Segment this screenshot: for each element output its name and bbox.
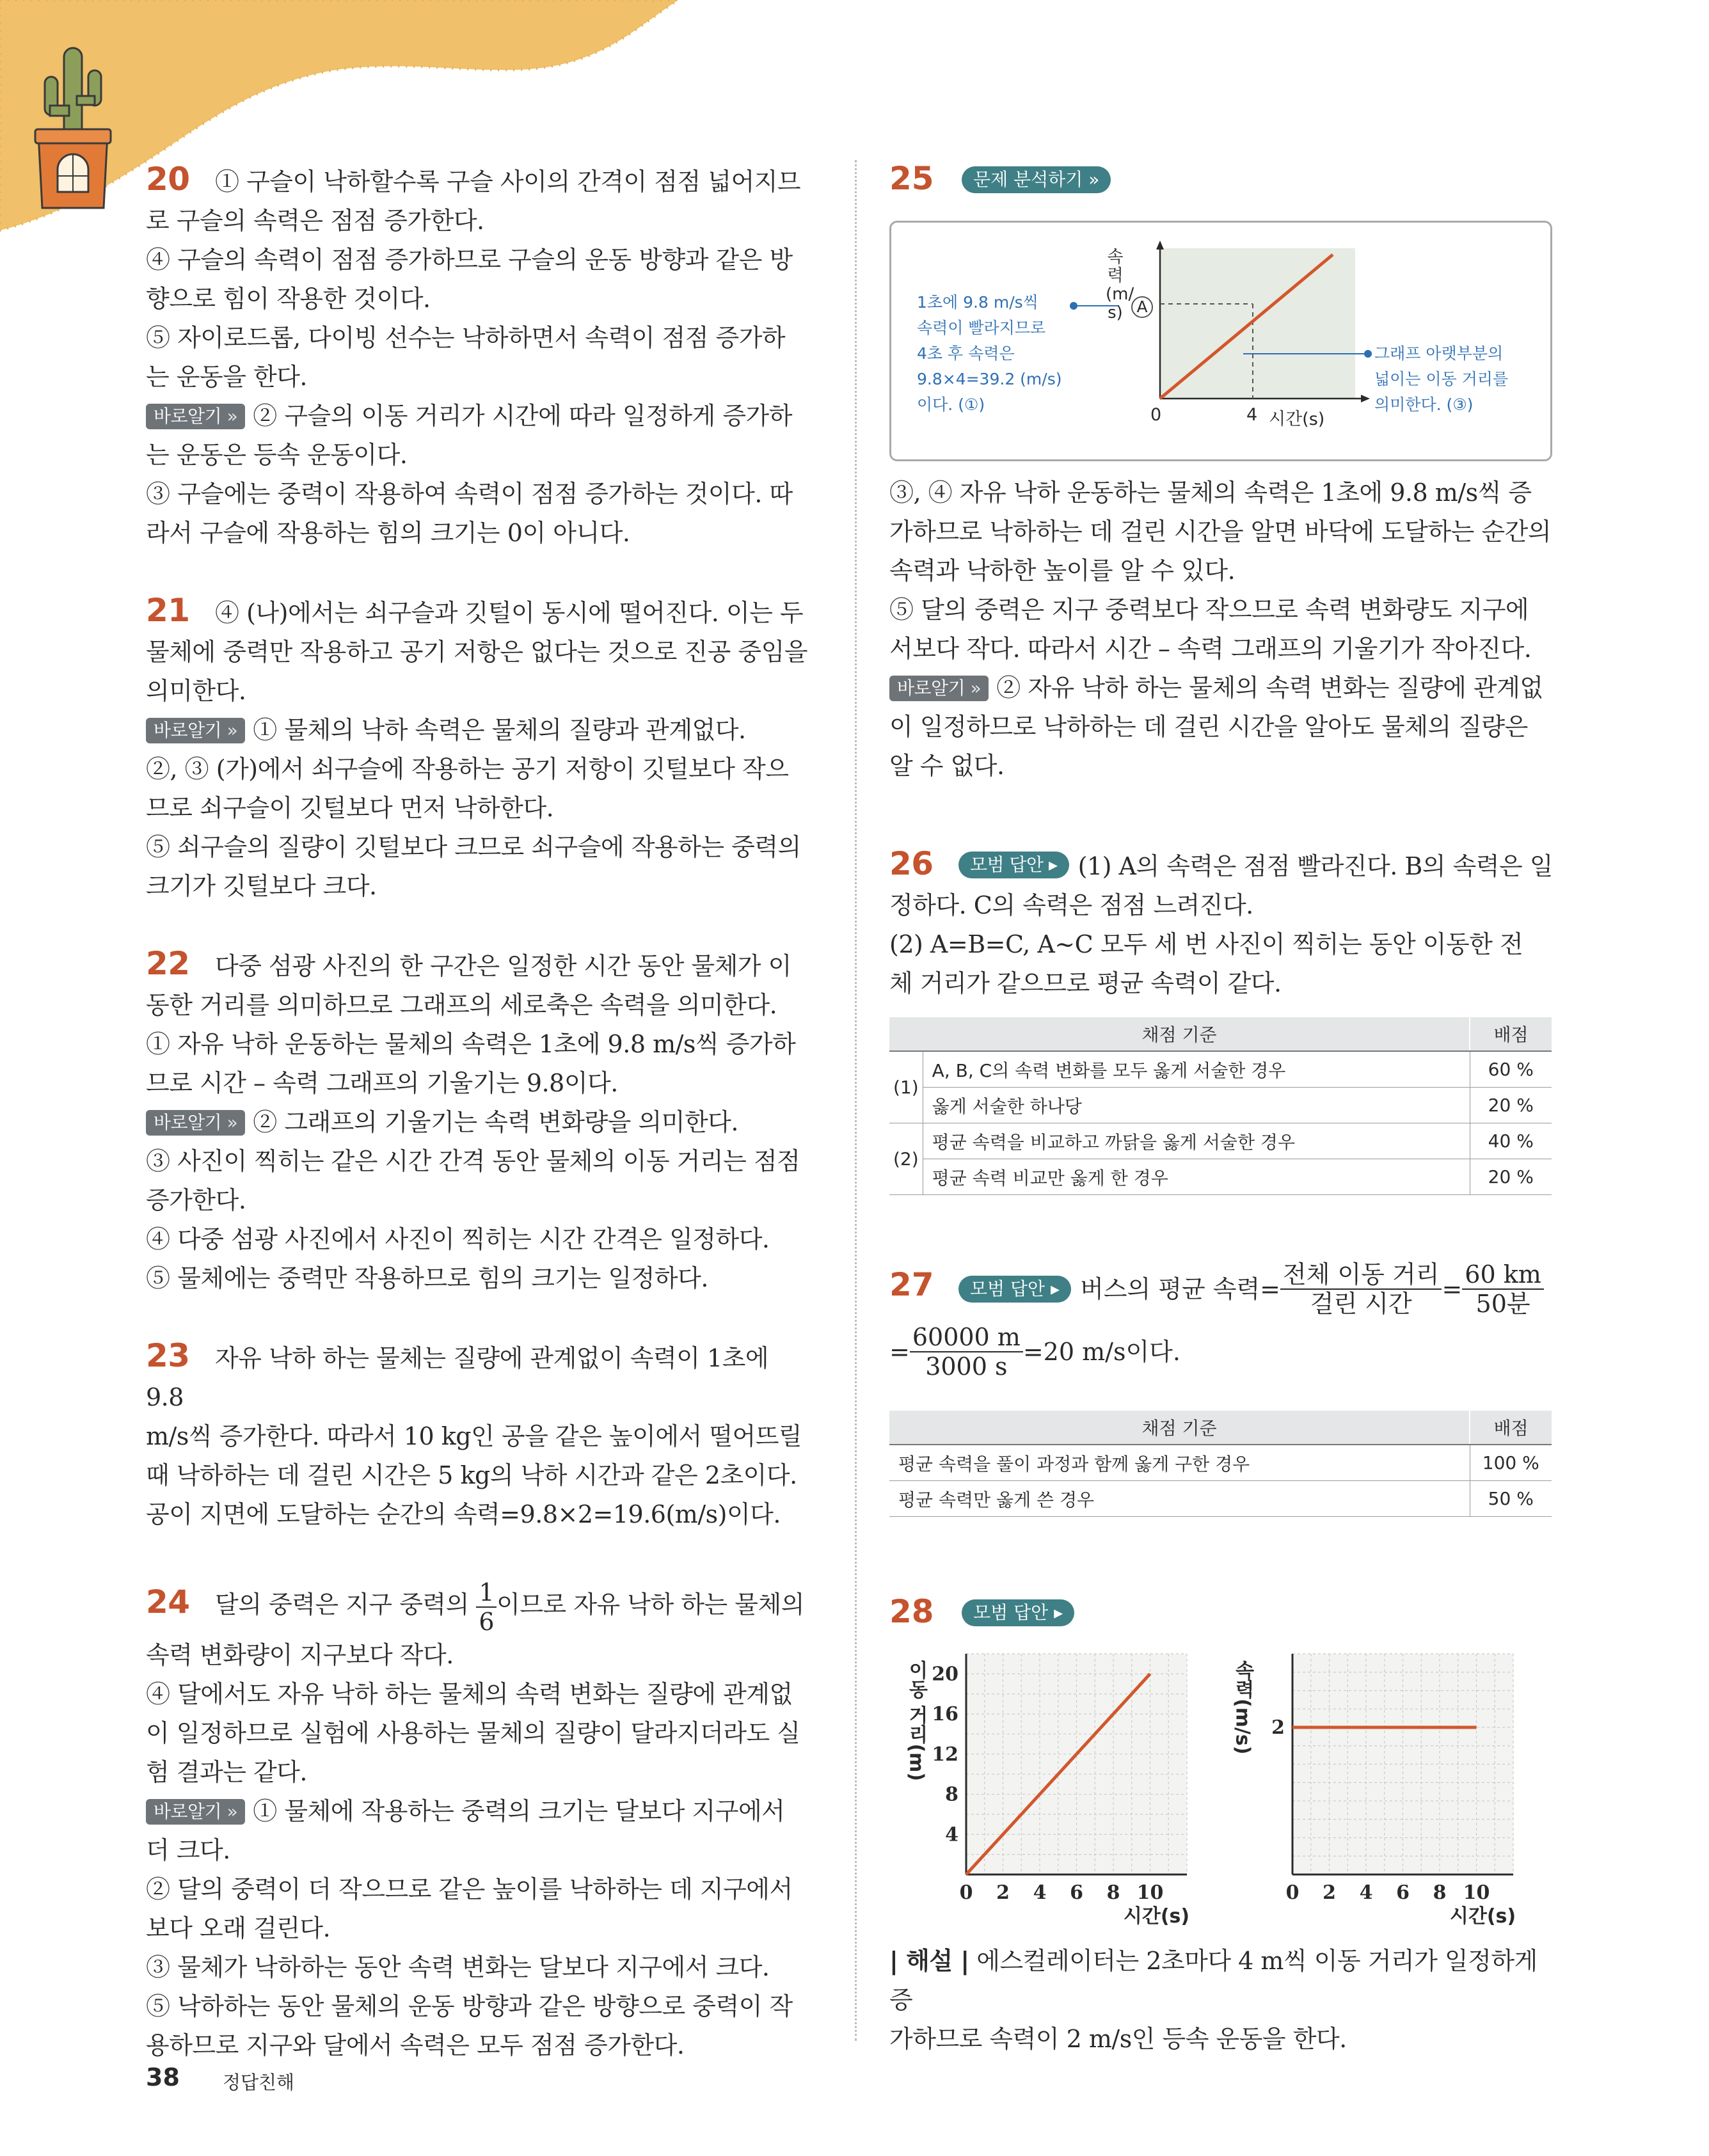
x-tick-label: 6: [1396, 1882, 1410, 1904]
model-answer-pill: 모범 답안 ▸: [958, 852, 1069, 878]
model-answer-pill: 모범 답안 ▸: [958, 1276, 1071, 1303]
correction-tag: 바로알기 »: [146, 404, 245, 429]
question-25-body: ③, ④ 자유 낙하 운동하는 물체의 속력은 1초에 9.8 m/s씩 증 가하므로 낙하하는 데 걸린 시간을 알면 바닥에 도달하는 순간의 속력과 낙하한 높이를 알 수 있다. ⑤ 달의 중력은 지구 중력보다 작으므로 속력 변화량도 지구에 서보다 작다. 따라서 시간 – 속력 그래프의 기울기가 작아진다. 바로알기 » ② 자유 낙하 하는 물체의 속력 변화는 질량에 관계없 이 일정하므로 낙하하는 데 걸린 시간을 알아도 물체의 질량은 알 수 없다.: [889, 479, 1552, 780]
q23-number: 23: [146, 1337, 190, 1374]
y-tick-label: 8: [945, 1783, 958, 1806]
x-tick-label: 8: [1433, 1882, 1447, 1904]
x-tick-label: 2: [1323, 1882, 1336, 1904]
x-axis-label: 시간(s): [1449, 1905, 1516, 1928]
x-tick-label: 0: [1285, 1882, 1300, 1904]
y-axis-label: 이동 거리(m): [905, 1660, 928, 1782]
x-axis-label: 시간(s): [1123, 1905, 1190, 1928]
question-23: 23 자유 낙하 하는 물체는 질량에 관계없이 속력이 1초에 9.8 m/s씩 증가한다. 따라서 10 kg인 공을 같은 높이에서 떨어뜨릴 때 낙하하는 데 걸린 시간은 5 kg의 낙하 시간과 같은 2초이다. 공이 지면에 도달하는 순간의 속력=9.8×2=19.6(m/s)이다.: [146, 1337, 802, 1528]
q25-x0: 0: [1150, 405, 1162, 425]
q25-x4: 4: [1246, 405, 1258, 425]
question-25-header: [889, 160, 1111, 197]
q26-score-table: [889, 1017, 1552, 1195]
x-tick-label: 4: [1359, 1882, 1373, 1904]
criteria-header: 채점 기준: [889, 1411, 1470, 1445]
y-tick-label: 16: [932, 1703, 958, 1726]
y-axis-label: 속력(m/s): [1231, 1660, 1254, 1755]
q25-point-a: A: [1136, 297, 1148, 316]
question-24: 24 달의 중력은 지구 중력의 $\frac{1}{6}$ 이므로 자유 낙하 하는 물체의 속력 변화량이 지구보다 작다. ④ 달에서도 자유 낙하 하는 물체의 속력 변화는 질량에 관계없 이 일정하므로 실험에 사용하는 물체의 질량이 달라지더라도 실 험 결과는 같다. 바로알기 » ① 물체에 작용하는 중력의 크기는 달보다 지구에서 더 크다. ② 달의 중력이 더 작으므로 같은 높이를 낙하하는 데 지구에서 보다 오래 걸린다. ③ 물체가 낙하하는 동안 속력 변화는 달보다 지구에서 크다. ⑤ 낙하하는 동안 물체의 운동 방향과 같은 방향으로 중력이 작 용하므로 지구와 달에서 속력은 모두 점점 증가한다.: [146, 1573, 813, 2065]
correction-tag: 바로알기 »: [889, 676, 989, 701]
question-28-header: [889, 1593, 1074, 1630]
explanation-tag: | 해설 |: [889, 1947, 969, 1975]
x-tick-label: 4: [1033, 1882, 1047, 1904]
y-tick-label: 4: [945, 1823, 958, 1846]
question-26: 26 모범 답안 ▸ (1) A의 속력은 점점 빨라진다. B의 속력은 일 정하다. C의 속력은 점점 느려진다. (2) A=B=C, A~C 모두 세 번 사진이 찍히는 동안 이동한 전 체 거리가 같으므로 평균 속력이 같다.: [889, 845, 1554, 997]
q27-score-table: [889, 1411, 1552, 1517]
q25-left-note: 1초에 9.8 m/s씩 속력이 빨라지므로 4초 후 속력은 9.8×4=39.2 (m/s) 이다. (①): [917, 293, 1062, 414]
q28-speed-time-chart: [1225, 1644, 1552, 1932]
q25-xlabel: 시간(s): [1269, 409, 1325, 429]
q28-number: 28: [889, 1593, 934, 1630]
page-number: 38: [146, 2063, 180, 2091]
y-tick-label: 12: [932, 1743, 958, 1766]
q25-right-note: 그래프 아랫부분의 넓이는 이동 거리를 의미한다. (③): [1374, 344, 1509, 414]
correction-tag: 바로알기 »: [146, 718, 245, 743]
correction-tag: 바로알기 »: [146, 1110, 245, 1136]
table-row: (2) 평균 속력을 비교하고 까닭을 옳게 서술한 경우 40 %: [889, 1123, 1552, 1159]
score-header: 배점: [1470, 1017, 1552, 1051]
q25-figure-box: [889, 221, 1552, 461]
y-tick-label: 2: [1271, 1716, 1285, 1739]
q24-number: 24: [146, 1583, 190, 1621]
q25-number: 25: [889, 160, 934, 197]
x-tick-label: 0: [959, 1882, 973, 1904]
fraction-distance-time: $\frac{\text{전체 이동 거리}}{\text{걸린 시간}}$: [1280, 1260, 1442, 1318]
model-answer-pill: 모범 답안 ▸: [962, 1599, 1074, 1626]
fraction-60km-50min: $\frac{60 km}{\text{50분}}$: [1462, 1260, 1544, 1318]
q22-number: 22: [146, 945, 190, 982]
table-row: (1) A, B, C의 속력 변화를 모두 옳게 서술한 경우 60 %: [889, 1051, 1552, 1088]
left-column: [146, 160, 813, 2065]
x-tick-label: 6: [1070, 1882, 1083, 1904]
x-tick-label: 8: [1106, 1882, 1120, 1904]
question-22: 22 다중 섬광 사진의 한 구간은 일정한 시간 동안 물체가 이 동한 거리를 의미하므로 그래프의 세로축은 속력을 의미한다. ① 자유 낙하 운동하는 물체의 속력은 1초에 9.8 m/s씩 증가하 므로 시간 – 속력 그래프의 기울기는 9.8이다. 바로알기 » ② 그래프의 기울기는 속력 변화량을 의미한다. ③ 사진이 찍히는 같은 시간 간격 동안 물체의 이동 거리는 점점 증가한다. ④ 다중 섬광 사진에서 사진이 찍히는 시간 간격은 일정하다. ⑤ 물체에는 중력만 작용하므로 힘의 크기는 일정하다.: [146, 945, 800, 1292]
y-tick-label: 20: [932, 1663, 958, 1686]
criteria-header: 채점 기준: [889, 1017, 1470, 1051]
q21-number: 21: [146, 592, 190, 629]
q20-number: 20: [146, 161, 190, 198]
x-tick-label: 10: [1136, 1882, 1164, 1904]
q25-ylabel: 속력(m/s): [1106, 248, 1134, 322]
question-21: 21 ④ (나)에서는 쇠구슬과 깃털이 동시에 떨어진다. 이는 두 물체에 중력만 작용하고 공기 저항은 없다는 것으로 진공 중임을 의미한다. 바로알기 » ① 물체의 낙하 속력은 물체의 질량과 관계없다. ②, ③ (가)에서 쇠구슬에 작용하는 공기 저항이 깃털보다 작으 므로 쇠구슬이 깃털보다 먼저 낙하한다. ⑤ 쇠구슬의 질량이 깃털보다 크므로 쇠구슬에 작용하는 중력의 크기가 깃털보다 크다.: [146, 592, 808, 900]
cactus-pot-icon: [32, 38, 115, 211]
footer-title: 정답친해: [223, 2072, 295, 2093]
analysis-pill: 문제 분석하기 »: [962, 166, 1111, 193]
score-header: 배점: [1470, 1411, 1552, 1445]
table-row: 평균 속력을 풀이 과정과 함께 옳게 구한 경우 100 %: [889, 1445, 1552, 1481]
table-row: 평균 속력만 옳게 쓴 경우 50 %: [889, 1481, 1552, 1517]
q28-distance-time-chart: [889, 1644, 1222, 1932]
table-row: 옳게 서술한 하나당 20 %: [889, 1088, 1552, 1123]
question-28-explanation: | 해설 | 에스컬레이터는 2초마다 4 m씩 이동 거리가 일정하게 증 가하므로 속력이 2 m/s인 등속 운동을 한다.: [889, 1947, 1538, 2053]
q26-number: 26: [889, 845, 934, 882]
fraction-meters-seconds: $\frac{60000 m}{3000 s}$: [910, 1323, 1023, 1381]
table-row: 평균 속력 비교만 옳게 한 경우 20 %: [889, 1159, 1552, 1195]
question-20: 20 ① 구슬이 낙하할수록 구슬 사이의 간격이 점점 넓어지므 로 구슬의 속력은 점점 증가한다. ④ 구슬의 속력이 점점 증가하므로 구슬의 운동 방향과 같은 방 향으로 힘이 작용한 것이다. ⑤ 자이로드롭, 다이빙 선수는 낙하하면서 속력이 점점 증가하 는 운동을 한다. 바로알기 » ② 구슬의 이동 거리가 시간에 따라 일정하게 증가하 는 운동은 등속 운동이다. ③ 구슬에는 중력이 작용하여 속력이 점점 증가하는 것이다. 따 라서 구슬에 작용하는 힘의 크기는 0이 아니다.: [146, 161, 801, 547]
q27-number: 27: [889, 1265, 934, 1303]
x-tick-label: 10: [1463, 1882, 1490, 1904]
x-tick-label: 2: [996, 1882, 1010, 1904]
column-divider: [855, 160, 857, 2041]
question-27: 27 모범 답안 ▸ 버스의 평균 속력= $\frac{\text{전체 이동 거리}}{\text{걸린 시간}}$ = $\frac{60 km}{\text{50분}}$ = $\frac{60000 m}{3000 s}$ =20 m/s이다.: [889, 1260, 1555, 1381]
correction-tag: 바로알기 »: [146, 1799, 245, 1825]
fraction-one-sixth: $\frac{1}{6}$: [476, 1578, 497, 1636]
